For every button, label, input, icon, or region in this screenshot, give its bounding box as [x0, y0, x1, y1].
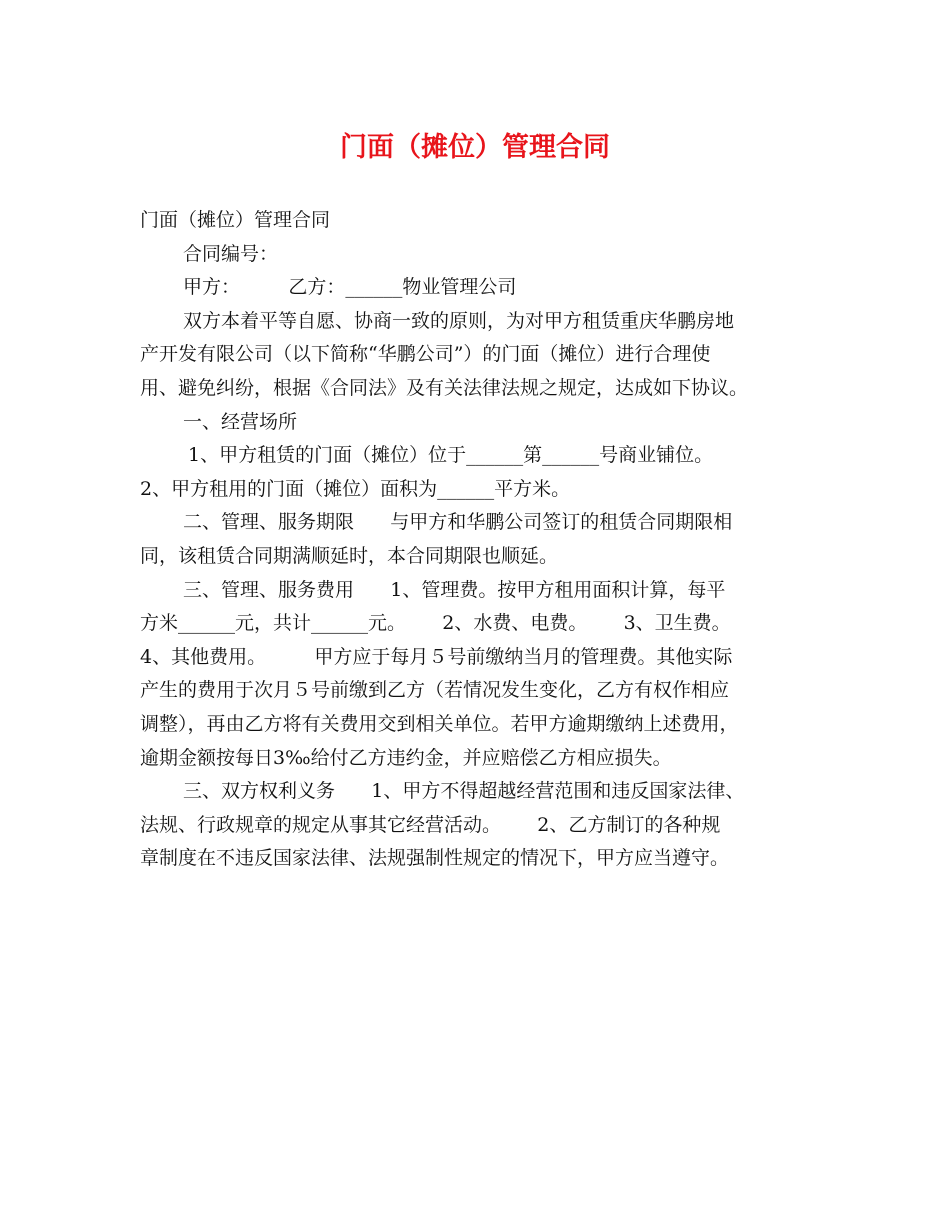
body-line-parties: 甲方： 乙方：______物业管理公司: [183, 276, 517, 299]
document-title: 门面（摊位）管理合同: [340, 132, 610, 163]
body-line-heading: 门面（摊位）管理合同: [140, 209, 331, 231]
body-line-fees-5: 调整），再由乙方将有关费用交到相关单位。若甲方逾期缴纳上述费用，: [140, 712, 739, 735]
body-line-preamble-1: 双方本着平等自愿、协商一致的原则，为对甲方租赁重庆华鹏房地: [183, 309, 735, 332]
body-line-fees-6: 逾期金额按每日3‰给付乙方违约金，并应赔偿乙方相应损失。: [140, 746, 672, 769]
document-body: [140, 204, 830, 876]
body-line-fees-2: 方米______元，共计______元。 2、水费、电费。 3、卫生费。: [140, 612, 731, 635]
body-line-preamble-3: 用、避免纠纷，根据《合同法》及有关法律法规之规定，达成如下协议。: [140, 376, 749, 399]
body-line-premises-1: 1、甲方租赁的门面（摊位）位于______第______号商业铺位。: [188, 444, 714, 467]
body-line-term-2: 同，该租赁合同期满顺延时，本合同期限也顺延。: [140, 544, 559, 567]
body-line-premises-2: 2、甲方租用的门面（摊位）面积为______平方米。: [140, 477, 571, 500]
body-line-section-1: 一、经营场所: [183, 410, 298, 433]
body-line-contract-number: 合同编号：: [183, 242, 279, 265]
body-line-fees-3: 4、其他费用。 甲方应于每月５号前缴纳当月的管理费。其他实际: [140, 645, 733, 668]
body-line-rights-2: 法规、行政规章的规定从事其它经营活动。 2、乙方制订的各种规: [140, 813, 721, 836]
body-line-rights-1: 三、双方权利义务 1、甲方不得超越经营范围和违反国家法律、: [183, 780, 745, 803]
body-line-fees-4: 产生的费用于次月５号前缴到乙方（若情况发生变化，乙方有权作相应: [140, 679, 730, 702]
body-line-fees-1: 三、管理、服务费用 1、管理费。按甲方租用面积计算，每平: [183, 578, 726, 601]
body-line-rights-3: 章制度在不违反国家法律、法规强制性规定的情况下，甲方应当遵守。: [140, 847, 730, 870]
body-line-preamble-2: 产开发有限公司（以下简称“华鹏公司”）的门面（摊位）进行合理使: [140, 343, 711, 366]
body-line-term-1: 二、管理、服务期限 与甲方和华鹏公司签订的租赁合同期限相: [183, 511, 733, 534]
